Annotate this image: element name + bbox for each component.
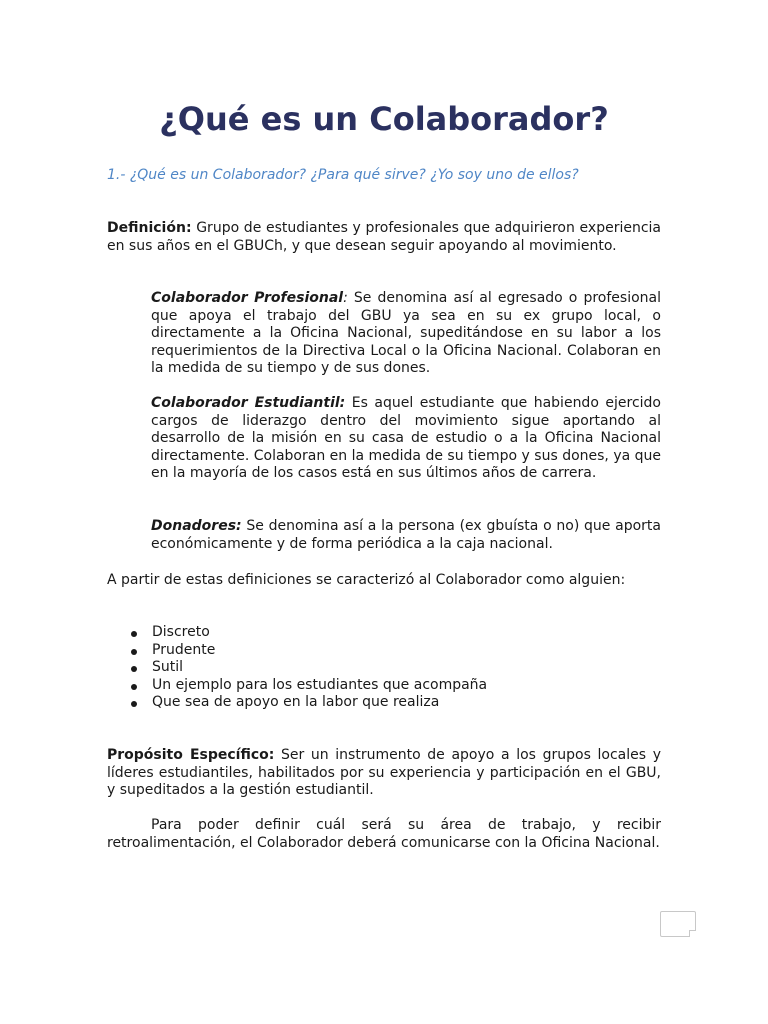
list-item: Sutil [107,659,487,677]
proposito-paragraph [107,747,661,800]
donadores-label: Donadores: [151,518,242,534]
page-title: ¿Qué es un Colaborador? [159,100,609,138]
estudiantil-paragraph [151,395,661,483]
profesional-paragraph [151,290,661,378]
bullet-icon [131,701,137,707]
list-intro-paragraph: A partir de estas definiciones se caracterizó al Colaborador como alguien: [107,572,626,588]
donadores-paragraph [151,518,661,553]
proposito-text: Ser un instrumento de apoyo a los grupos locales y líderes estudiantiles, habilitados por su experiencia y participación en el GBU, y supeditados a la gestión estudiantil. [107,747,661,798]
closing-paragraph: Para poder definir cuál será su área de trabajo, y recibir retroalimentación, el Colaborador deberá comunicarse con la Oficina Nacional. [107,817,661,851]
list-item: Un ejemplo para los estudiantes que acompaña [107,677,487,695]
bullet-icon [131,666,137,672]
section-subtitle: 1.- ¿Qué es un Colaborador? ¿Para qué sirve? ¿Yo soy uno de ellos? [107,167,579,183]
bullet-icon [131,684,137,690]
profesional-label: Colaborador Profesional [151,290,344,306]
list-item: Que sea de apoyo en la labor que realiza [107,694,487,712]
traits-list [107,624,487,712]
definition-text: Grupo de estudiantes y profesionales que adquirieron experiencia en sus años en el GBUCh, y que desean seguir apoyando al movimiento. [107,220,661,254]
list-item: Prudente [107,642,487,660]
proposito-label: Propósito Específico: [107,747,275,763]
estudiantil-label: Colaborador Estudiantil: [151,395,346,411]
bullet-icon [131,649,137,655]
donadores-text: Se denomina así a la persona (ex gbuísta o no) que aporta económicamente y de forma periódica a la caja nacional. [151,518,661,552]
bullet-icon [131,631,137,637]
list-item: Discreto [107,624,487,642]
profesional-text: Se denomina así al egresado o profesional que apoya el trabajo del GBU ya sea en su ex grupo local, o directamente a la Oficina Nacional, supeditándose en su labor a los requerimientos de la Directiva Local o la Oficina Nacional. Colaboran en la medida de su tiempo y de sus dones. [151,290,661,376]
definition-label: Definición: [107,220,192,236]
page-corner-icon [660,911,696,937]
estudiantil-text: Es aquel estudiante que habiendo ejercido cargos de liderazgo dentro del movimiento sigue aportando al desarrollo de la misión en su casa de estudio o a la Oficina Nacional directamente. Colaboran en la medida de su tiempo y sus dones, ya que en la mayoría de los casos está en sus últimos años de carrera. [151,395,662,481]
definition-paragraph [107,220,661,255]
profesional-colon: : [343,290,348,306]
